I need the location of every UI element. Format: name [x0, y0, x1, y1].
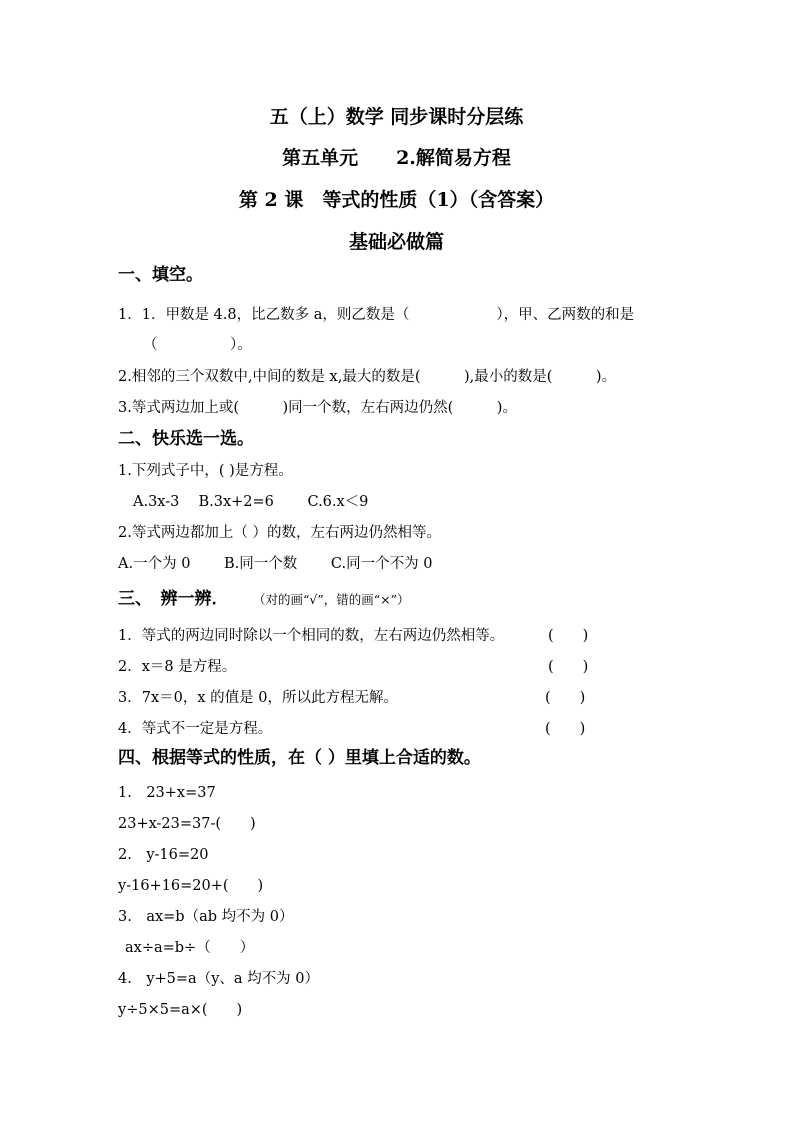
- judge-item-2-blank: ( ): [548, 659, 589, 675]
- choice-question-1: 1.下列式子中，( )是方程。: [118, 463, 293, 479]
- section-4-heading: 四、根据等式的性质，在（ ）里填上合适的数。: [118, 748, 481, 768]
- section-3-heading: 三、 辨一辨．: [118, 589, 229, 609]
- equation-4: 4. y+5=a（y、a 均不为 0）: [118, 971, 319, 987]
- judge-item-1-blank: ( ): [548, 628, 589, 644]
- section-3-note: （对的画“√”，错的画“×”）: [253, 592, 410, 607]
- equation-1-step: 23+x-23=37-( ): [118, 816, 256, 832]
- worksheet-title: 五（上）数学 同步课时分层练: [269, 106, 524, 128]
- fill-question-2: 2.相邻的三个双数中,中间的数是 x,最大的数是( ),最小的数是( )。: [118, 369, 617, 385]
- section-1-heading: 一、填空。: [118, 265, 203, 285]
- judge-item-1: 1．等式的两边同时除以一个相同的数，左右两边仍然相等。: [118, 628, 505, 644]
- judge-item-2: 2．x＝8 是方程。: [118, 659, 237, 675]
- fill-question-3: 3.等式两边加上或( )同一个数，左右两边仍然( )。: [118, 400, 517, 416]
- choice-question-2-options: A.一个为 0 B.同一个数 C.同一个不为 0: [118, 556, 433, 572]
- section-2-heading: 二、快乐选一选。: [118, 429, 254, 449]
- equation-1: 1. 23+x=37: [118, 785, 216, 801]
- equation-3-step: ax÷a=b÷（ ）: [125, 940, 255, 956]
- choice-question-2: 2.等式两边都加上（ ）的数，左右两边仍然相等。: [118, 525, 441, 541]
- lesson-title: 第 2 课 等式的性质（1）（含答案）: [238, 189, 555, 211]
- level-title: 基础必做篇: [348, 231, 444, 253]
- fill-question-1-continued: （ ）。: [143, 337, 252, 353]
- judge-item-3-blank: ( ): [545, 690, 586, 706]
- unit-title: 第五单元 2.解简易方程: [282, 147, 511, 169]
- equation-2: 2. y-16=20: [118, 847, 209, 863]
- equation-3: 3. ax=b（ab 均不为 0）: [118, 909, 294, 925]
- judge-item-4-blank: ( ): [545, 721, 586, 737]
- equation-4-step: y÷5×5=a×( ): [118, 1002, 243, 1018]
- judge-item-3: 3．7x＝0，x 的值是 0，所以此方程无解。: [118, 690, 398, 706]
- fill-question-1: 1．1．甲数是 4.8，比乙数多 a，则乙数是（ ），甲、乙两数的和是: [118, 307, 635, 323]
- equation-2-step: y-16+16=20+( ): [118, 878, 264, 894]
- choice-question-1-options: A.3x-3 B.3x+2=6 C.6.x＜9: [133, 494, 369, 510]
- judge-item-4: 4．等式不一定是方程。: [118, 721, 273, 737]
